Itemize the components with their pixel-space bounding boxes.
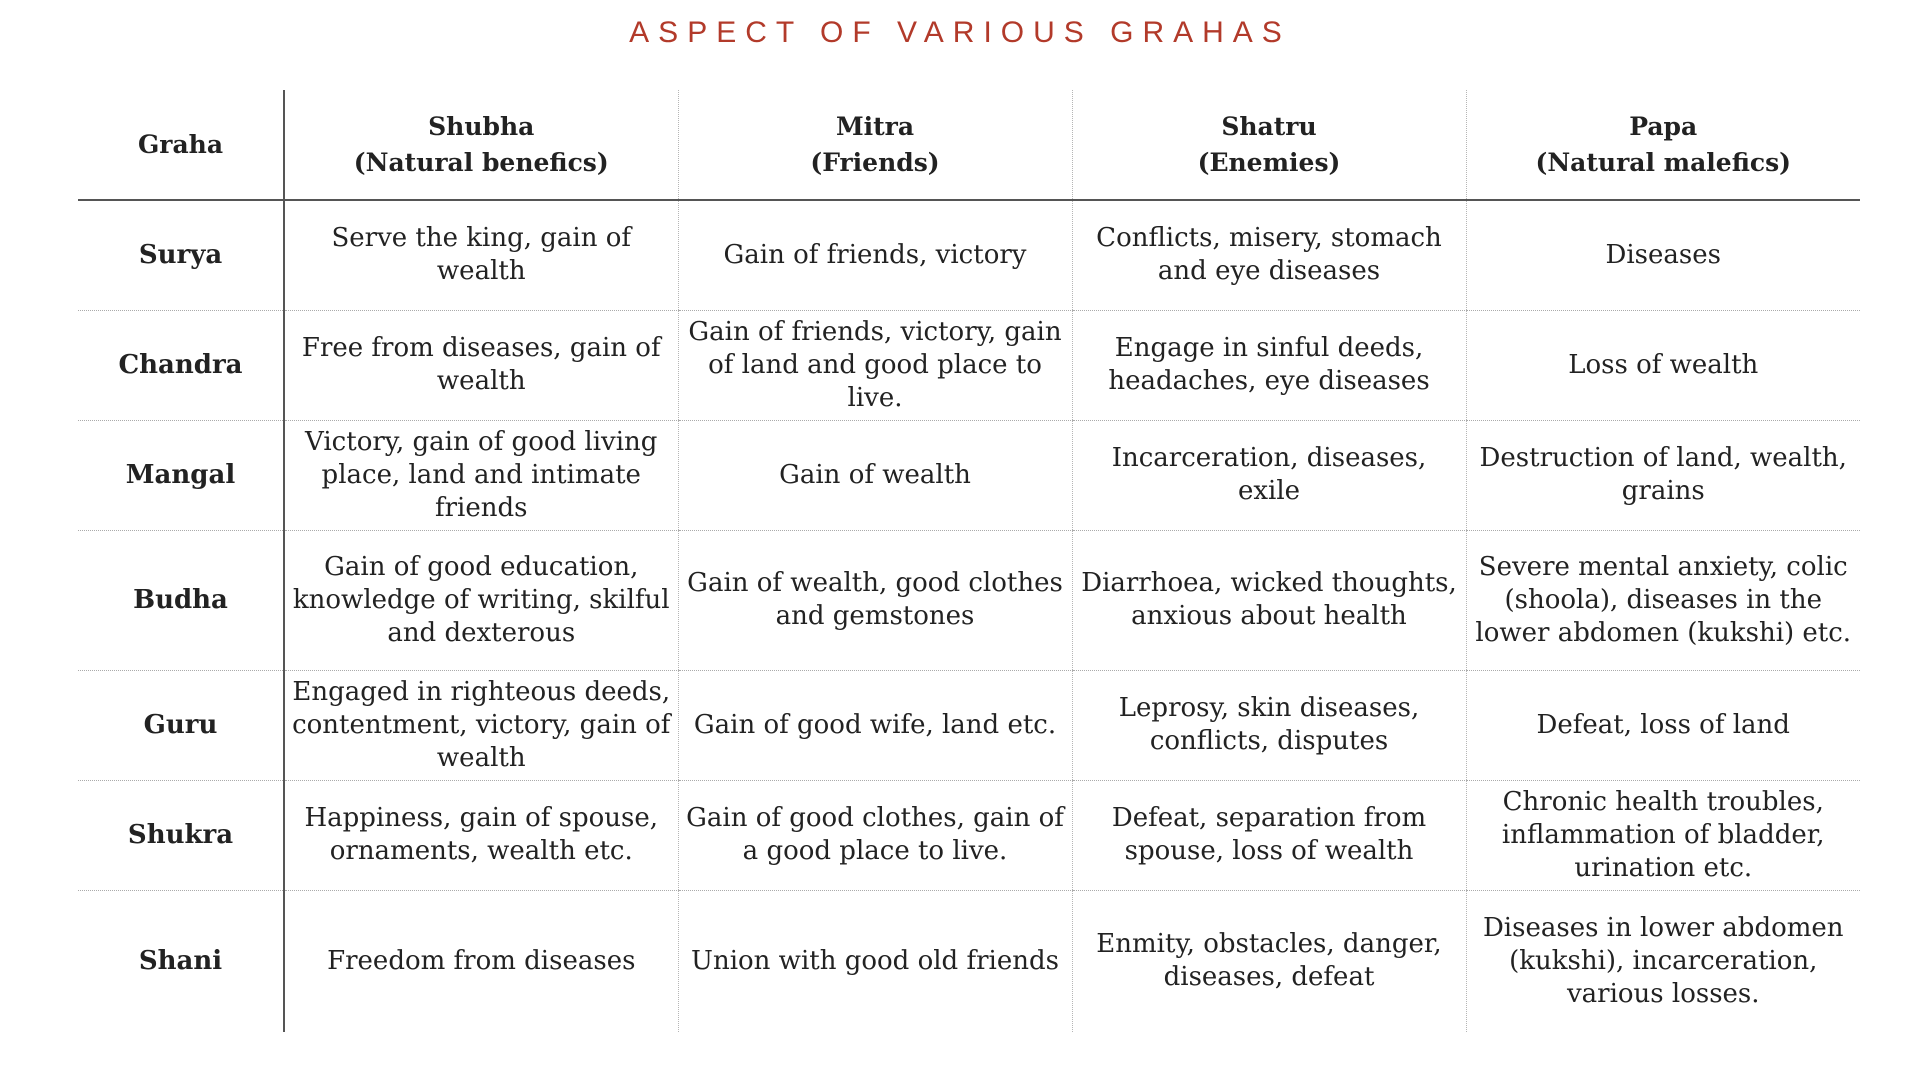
mitra-cell: Gain of friends, victory xyxy=(678,200,1072,310)
header-mitra-label: Mitra xyxy=(835,111,915,141)
papa-cell: Loss of wealth xyxy=(1466,310,1860,420)
table-row xyxy=(78,780,1860,890)
papa-cell: Diseases xyxy=(1466,200,1860,310)
papa-cell: Chronic health troubles, inflammation of bladder, urination etc. xyxy=(1466,780,1860,890)
papa-cell: Defeat, loss of land xyxy=(1466,670,1860,780)
papa-cell: Diseases in lower abdomen (kukshi), incarceration, various losses. xyxy=(1466,890,1860,1032)
shubha-cell: Serve the king, gain of wealth xyxy=(284,200,678,310)
header-papa-sub: (Natural malefics) xyxy=(1535,147,1792,177)
header-mitra-sub: (Friends) xyxy=(810,147,940,177)
shubha-cell: Freedom from diseases xyxy=(284,890,678,1032)
header-graha xyxy=(78,90,284,200)
header-papa xyxy=(1466,90,1860,200)
graha-cell: Budha xyxy=(78,530,284,670)
mitra-cell: Gain of wealth xyxy=(678,420,1072,530)
header-shubha xyxy=(284,90,678,200)
shatru-cell: Engage in sinful deeds, headaches, eye diseases xyxy=(1072,310,1466,420)
papa-cell: Severe mental anxiety, colic (shoola), diseases in the lower abdomen (kukshi) etc. xyxy=(1466,530,1860,670)
grahas-aspect-table xyxy=(78,90,1860,1032)
shatru-cell: Leprosy, skin diseases, conflicts, disputes xyxy=(1072,670,1466,780)
graha-cell: Guru xyxy=(78,670,284,780)
header-shubha-label: Shubha xyxy=(428,111,535,141)
shubha-cell: Gain of good education, knowledge of writing, skilful and dexterous xyxy=(284,530,678,670)
header-graha-label: Graha xyxy=(137,129,224,159)
mitra-cell: Gain of wealth, good clothes and gemstones xyxy=(678,530,1072,670)
shatru-cell: Conflicts, misery, stomach and eye diseases xyxy=(1072,200,1466,310)
shubha-cell: Happiness, gain of spouse, ornaments, wealth etc. xyxy=(284,780,678,890)
mitra-cell: Union with good old friends xyxy=(678,890,1072,1032)
table-row xyxy=(78,310,1860,420)
mitra-cell: Gain of friends, victory, gain of land and good place to live. xyxy=(678,310,1072,420)
graha-cell: Shukra xyxy=(78,780,284,890)
header-row xyxy=(78,90,1860,200)
table-row xyxy=(78,200,1860,310)
table-row xyxy=(78,530,1860,670)
table-row xyxy=(78,670,1860,780)
table-row xyxy=(78,890,1860,1032)
shubha-cell: Free from diseases, gain of wealth xyxy=(284,310,678,420)
header-shatru-sub: (Enemies) xyxy=(1197,147,1341,177)
shatru-cell: Diarrhoea, wicked thoughts, anxious about health xyxy=(1072,530,1466,670)
table-row xyxy=(78,420,1860,530)
shubha-cell: Engaged in righteous deeds, contentment, victory, gain of wealth xyxy=(284,670,678,780)
mitra-cell: Gain of good clothes, gain of a good place to live. xyxy=(678,780,1072,890)
shatru-cell: Incarceration, diseases, exile xyxy=(1072,420,1466,530)
header-shatru xyxy=(1072,90,1466,200)
graha-cell: Shani xyxy=(138,945,223,976)
header-mitra xyxy=(678,90,1072,200)
graha-cell: Surya xyxy=(78,200,284,310)
mitra-cell: Gain of good wife, land etc. xyxy=(678,670,1072,780)
graha-cell: Chandra xyxy=(78,310,284,420)
header-papa-label: Papa xyxy=(1629,111,1698,141)
shubha-cell: Victory, gain of good living place, land and intimate friends xyxy=(284,420,678,530)
papa-cell: Destruction of land, wealth, grains xyxy=(1466,420,1860,530)
graha-cell: Mangal xyxy=(78,420,284,530)
header-shatru-label: Shatru xyxy=(1221,111,1317,141)
page-title: ASPECT OF VARIOUS GRAHAS xyxy=(629,16,1291,49)
header-shubha-sub: (Natural benefics) xyxy=(353,147,609,177)
shatru-cell: Defeat, separation from spouse, loss of wealth xyxy=(1072,780,1466,890)
shatru-cell: Enmity, obstacles, danger, diseases, defeat xyxy=(1072,890,1466,1032)
